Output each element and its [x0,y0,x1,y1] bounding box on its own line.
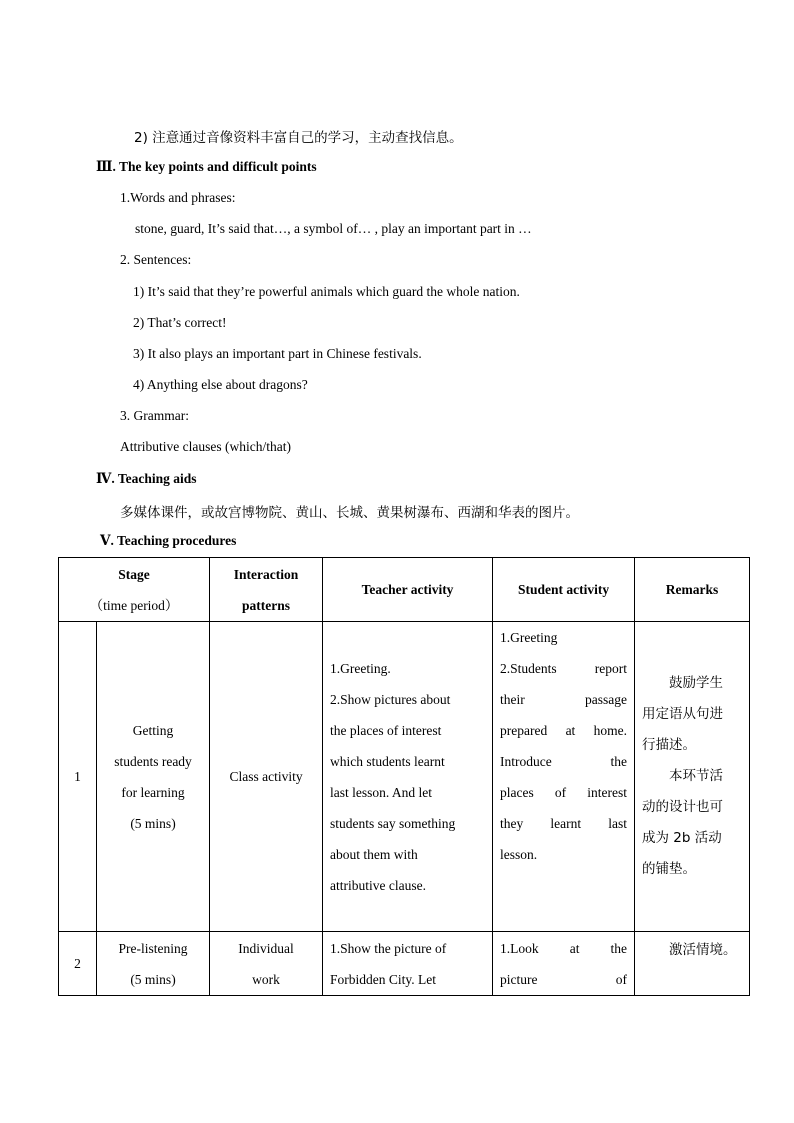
interaction-line: Class activity [229,769,303,784]
header-interaction-line2: patterns [242,597,291,613]
header-remarks: Remarks [635,558,750,622]
words-label: 1.Words and phrases: [120,190,236,205]
teacher-line: the places of interest [330,722,442,738]
student-line: picture of [500,971,628,987]
row-number: 1 [59,622,97,932]
teacher-line: 1.Show the picture of [330,940,447,956]
section-3-heading: Ⅲ. The key points and difficult points [96,159,317,174]
stage-line: Pre-listening [118,940,188,956]
interaction-cell [210,622,323,932]
sentence-2: 2) That’s correct! [133,315,227,330]
stage-cell [97,622,210,932]
interaction-line: work [252,971,280,987]
sentences-label: 2. Sentences: [120,252,192,267]
teaching-procedures-table [58,557,750,996]
sentence-4: 4) Anything else about dragons? [133,377,308,392]
stage-line: for learning [121,784,185,800]
header-stage-label: Stage [118,566,150,582]
student-activity-cell [493,622,635,932]
student-line: their passage [500,692,628,707]
remark-line: 成为 2b 活动 [642,830,722,846]
header-stage [59,558,210,622]
student-line: 1.Greeting [500,630,558,645]
section-4-heading: Ⅳ. Teaching aids [96,471,197,486]
stage-cell [97,932,210,996]
interaction-cell [210,932,323,996]
stage-line: (5 mins) [130,971,176,987]
teaching-aids-text: 多媒体课件，或故宫博物院、黄山、长城、黄果树瀑布、西湖和华表的图片。 [120,505,579,521]
stage-line: Getting [132,722,174,738]
section-5-heading: Ⅴ. Teaching procedures [100,533,237,548]
remark-line: 的铺垫。 [642,861,697,877]
teacher-activity-cell [323,622,493,932]
remark-line: 用定语从句进 [642,706,724,722]
words-list: stone, guard, It’s said that…, a symbol of… , play an important part in … [135,221,532,236]
remark-line: 鼓励学生 [669,675,724,691]
table-header-row [59,558,750,622]
teacher-line: 2.Show pictures about [330,691,451,707]
teacher-line: 1.Greeting. [330,660,391,676]
stage-line: (5 mins) [130,815,176,831]
interaction-line: Individual [238,940,294,956]
student-activity-cell [493,932,635,996]
sentence-1: 1) It’s said that they’re powerful animals which guard the whole nation. [133,284,520,299]
student-line: they learnt last [500,816,628,831]
student-line: places of interest [500,785,628,800]
grammar-text: Attributive clauses (which/that) [120,439,291,454]
table-row [59,622,750,932]
student-line: 1.Look at the [500,940,628,956]
teacher-line: students say something [330,815,456,831]
header-interaction-line1: Interaction [233,566,299,582]
student-line: lesson. [500,847,538,862]
stage-line: students ready [114,753,192,769]
remark-line: 动的设计也可 [642,799,724,815]
student-line: 2.Students report [500,661,628,676]
header-teacher-activity: Teacher activity [323,558,493,622]
teacher-line: Forbidden City. Let [330,971,437,987]
remark-line: 激活情境。 [669,942,737,958]
teacher-line: about them with [330,846,418,862]
teacher-line: attributive clause. [330,877,426,893]
objectives-item-2: 2) 注意通过音像资料丰富自己的学习，主动查找信息。 [134,130,463,146]
remarks-cell [635,932,750,996]
remark-line: 行描述。 [642,737,697,753]
teacher-line: last lesson. And let [330,784,433,800]
student-line: prepared at home. [500,723,628,738]
remark-line: 本环节活 [669,768,724,784]
teacher-activity-cell [323,932,493,996]
grammar-label: 3. Grammar: [120,408,189,423]
header-interaction [210,558,323,622]
row-number: 2 [59,932,97,996]
header-student-activity: Student activity [493,558,635,622]
header-stage-sub: （time period） [89,597,179,613]
teacher-line: which students learnt [330,753,445,769]
table-row [59,932,750,996]
student-line: Introduce the [500,754,628,769]
remarks-cell [635,622,750,932]
sentence-3: 3) It also plays an important part in Chinese festivals. [133,346,422,361]
